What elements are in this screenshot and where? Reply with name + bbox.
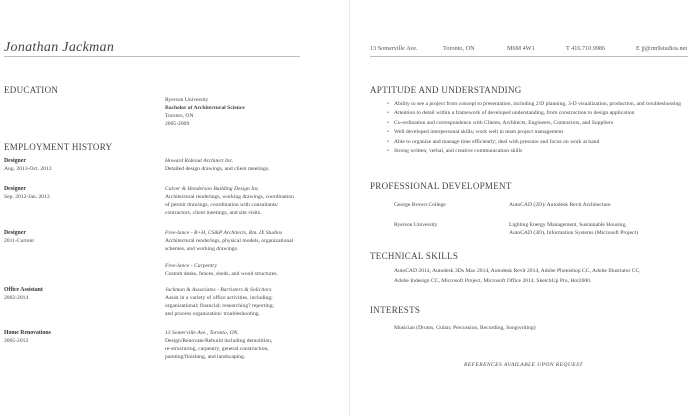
job-company: Jackman & Associates - Barristers & Solicitors [165, 287, 272, 293]
contact-address: 13 Somerville Ave. [370, 45, 418, 52]
job-description: painting/finishing, and landscaping. [165, 354, 246, 360]
education-location: Toronto, ON [165, 113, 194, 119]
page-divider [349, 0, 350, 416]
development-course: Lighting Energy Management, Sustainable Housing, [509, 222, 627, 228]
job-date: Aug. 2013-Oct. 2013 [4, 166, 52, 172]
development-course: AutoCAD (3D), Information Systems (Microsoft Project) [509, 230, 638, 236]
education-years: 2005-2009 [165, 121, 190, 127]
job-date: 2005-2012 [4, 338, 29, 344]
job-title: Home Renovations [4, 330, 51, 336]
job-company: 13 Somerville Ave., Toronto, ON. [165, 330, 239, 336]
interests-heading: INTERESTS [370, 305, 421, 315]
job-company: Culver & Henderson Building Design Inc. [165, 186, 260, 192]
job-description: re-structuring, carpentry, general construction, [165, 346, 269, 352]
references-note: REFERENCES AVAILABLE UPON REQUEST [464, 362, 583, 368]
aptitude-list [386, 101, 692, 158]
interests-text: Musician (Drums, Guitar, Percussion, Recording, Songwriting) [394, 325, 536, 331]
job-description: and process organization/ troubleshooting. [165, 311, 260, 317]
job-date: Sep. 2012-Jan. 2013 [4, 194, 50, 200]
header-rule-left [4, 56, 300, 57]
contact-postal: M6M 4W1 [507, 45, 535, 52]
contact-city: Toronto, ON [443, 45, 475, 52]
education-degree: Bachelor of Architectural Science [165, 105, 245, 111]
employment-heading: EMPLOYMENT HISTORY [4, 142, 113, 152]
job-date: 2011-Current [4, 238, 34, 244]
aptitude-item: • Strong written, verbal, and creative communication skills [386, 148, 692, 156]
job-description: schemes, and working drawings. [165, 246, 239, 252]
development-school: Ryerson University [394, 222, 438, 228]
job-description: Architectural renderings, working drawings, coordination [165, 194, 294, 200]
job-description: Assist in a variety of office activities, including; [165, 295, 273, 301]
job-company: Free-lance - B+H, CS&P Architects, Rm. IX Studios [165, 230, 283, 236]
development-course: AutoCAD (2D)/ Autodesk Revit Architecture [509, 202, 611, 208]
development-heading: PROFESSIONAL DEVELOPMENT [370, 181, 512, 191]
job-date: 2002-2014 [4, 295, 29, 301]
job-title: Designer [4, 158, 26, 164]
development-school: George Brown College [394, 202, 446, 208]
job-description: organizational; financial; researching? reporting; [165, 303, 275, 309]
aptitude-item: • Attention to detail within a framework of developed understanding, from construction to design application [386, 110, 692, 118]
aptitude-heading: APTITUDE AND UNDERSTANDING [370, 85, 522, 95]
candidate-name: Jonathan Jackman [4, 40, 115, 55]
technical-skills-line: AutoCAD 2014, Autodesk 3Ds Max 2014, Autodesk Revit 2014, Adobe Photoshop CC, Adobe Illustrator CC, [394, 268, 641, 274]
job-description: Architectural renderings, physical models, organizational [165, 238, 294, 244]
job-title: Designer [4, 186, 26, 192]
aptitude-item: • Able to organize and manage time efficiently; deal with pressure and focus on work at hand [386, 139, 692, 147]
header-rule-right [370, 56, 688, 57]
job-company: Free-lance - Carpentry [165, 263, 217, 269]
technical-heading: TECHNICAL SKILLS [370, 251, 459, 261]
contact-phone: T 416.710.9986 [566, 45, 606, 52]
contact-email: E jj@rm9studios.net [636, 45, 688, 52]
job-description: of permit drawings, coordination with consultants/ [165, 202, 279, 208]
education-heading: EDUCATION [4, 85, 59, 95]
job-description: Custom desks, fences, sheds, and wood structures. [165, 271, 278, 277]
aptitude-item: • Ability to see a project from concept to presentation, including 2/D planning, 3-D visualization, production, and troubleshooting [386, 101, 692, 109]
job-company: Howard Rideout Architect Inc. [165, 158, 234, 164]
job-description: Design/Renovate/Rebuild including demolition, [165, 338, 273, 344]
job-description: contractors, client meetings, and site visits. [165, 210, 262, 216]
education-school: Ryerson University [165, 97, 209, 103]
aptitude-item: • Well developed interpersonal skills; work well in team project management [386, 129, 692, 137]
aptitude-item: • Co-ordination and correspondence with Clients, Architects, Engineers, Contractors, and Suppliers [386, 120, 692, 128]
job-title: Designer [4, 230, 26, 236]
job-description: Detailed design drawings, and client meetings. [165, 166, 270, 172]
technical-skills-line: Adobe Indesign CC, Microsoft Project, Microsoft Office 2014, SketchUp Pro, Hot2000. [394, 278, 592, 284]
job-title: Office Assistant [4, 287, 43, 293]
